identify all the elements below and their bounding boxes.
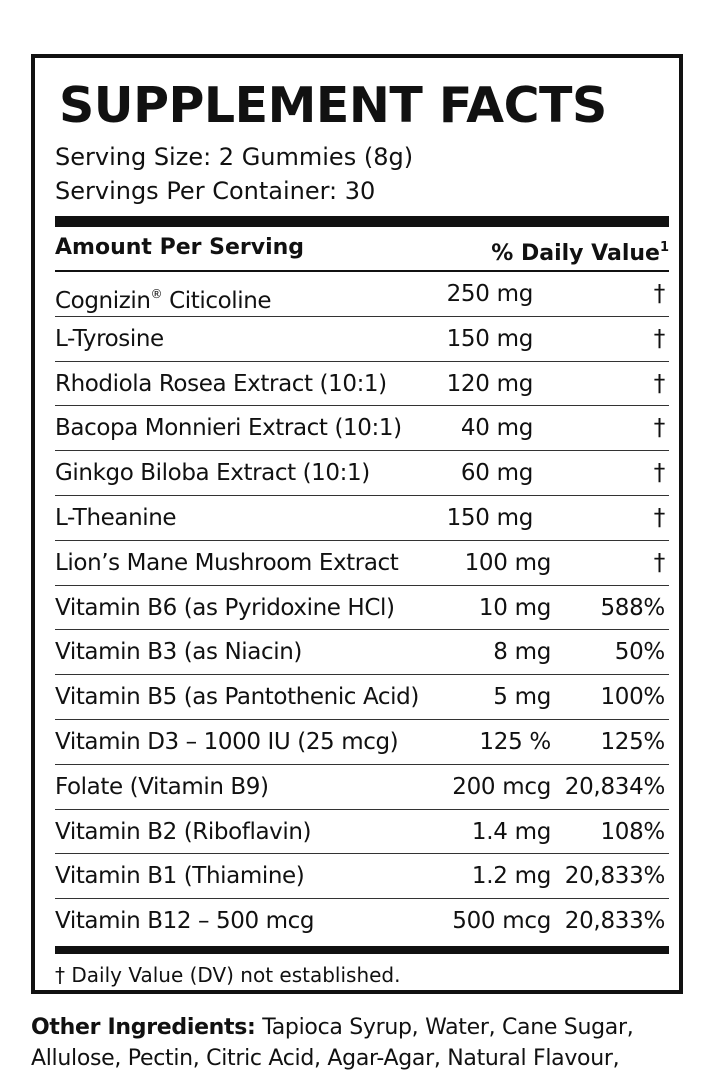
ingredient-amount: 150 mg: [446, 504, 533, 531]
bottom-divider: [55, 946, 669, 954]
ingredient-amount: 40 mg: [460, 415, 533, 442]
serving-size: Serving Size: 2 Gummies (8g): [55, 143, 414, 171]
ingredient-daily-value: †: [653, 460, 665, 487]
ingredient-amount: 200 mcg: [452, 773, 551, 800]
ingredient-daily-value: 100%: [600, 684, 665, 711]
table-row: [55, 630, 669, 675]
ingredient-name: Ginkgo Biloba Extract (10:1): [55, 460, 370, 487]
table-row: [55, 451, 669, 496]
ingredient-amount: 5 mg: [493, 684, 551, 711]
ingredient-daily-value: 20,833%: [564, 863, 665, 890]
ingredient-name: Vitamin B5 (as Pantothenic Acid): [55, 684, 419, 711]
other-ingredients: [31, 1012, 711, 1074]
ingredient-amount: 100 mg: [464, 549, 551, 576]
other-ingredients-text: Tapioca Syrup, Water, Cane Sugar, Allulose, Pectin, Citric Acid, Agar-Agar, Natural Flavour,: [31, 1015, 634, 1071]
registered-mark: ®: [150, 287, 163, 301]
ingredient-name: Vitamin B6 (as Pyridoxine HCl): [55, 594, 395, 621]
table-row: [55, 362, 669, 407]
amount-per-serving-heading: Amount Per Serving: [55, 235, 305, 260]
table-row: [55, 854, 669, 899]
table-header: [55, 232, 669, 264]
table-row: [55, 720, 669, 765]
ingredient-daily-value: †: [653, 370, 665, 397]
ingredient-amount: 500 mcg: [452, 908, 551, 935]
ingredient-name: [55, 272, 271, 323]
ingredient-daily-value: 588%: [600, 594, 665, 621]
footnote: † Daily Value (DV) not established.: [55, 963, 401, 987]
ingredient-amount: 10 mg: [478, 594, 551, 621]
ingredient-daily-value: 50%: [614, 639, 665, 666]
ingredient-daily-value: †: [653, 415, 665, 442]
ingredient-table: [55, 272, 669, 944]
ingredient-daily-value: 20,833%: [564, 908, 665, 935]
ingredient-amount: 250 mg: [446, 281, 533, 307]
table-row: [55, 899, 669, 944]
ingredient-daily-value: †: [653, 325, 665, 352]
ingredient-amount: 125 %: [479, 728, 551, 755]
ingredient-amount: 120 mg: [446, 370, 533, 397]
table-row: [55, 317, 669, 362]
ingredient-name: L-Tyrosine: [55, 325, 164, 352]
daily-value-footnote-mark: 1: [659, 240, 669, 255]
ingredient-name: Vitamin B3 (as Niacin): [55, 639, 302, 666]
ingredient-amount: 60 mg: [460, 460, 533, 487]
table-row: [55, 406, 669, 451]
ingredient-daily-value: 108%: [600, 818, 665, 845]
daily-value-heading: [491, 232, 669, 270]
ingredient-amount: 150 mg: [446, 325, 533, 352]
panel-title: SUPPLEMENT FACTS: [59, 77, 607, 134]
ingredient-name: Folate (Vitamin B9): [55, 773, 269, 800]
ingredient-name-rest: Citicoline: [162, 288, 272, 314]
ingredient-name: Vitamin B1 (Thiamine): [55, 863, 305, 890]
table-row: [55, 810, 669, 855]
ingredient-name: Vitamin B12 – 500 mcg: [55, 908, 315, 935]
top-divider: [55, 216, 669, 227]
table-row: [55, 541, 669, 586]
ingredient-name: Rhodiola Rosea Extract (10:1): [55, 370, 387, 397]
ingredient-amount: 1.4 mg: [471, 818, 551, 845]
ingredient-daily-value: 125%: [600, 728, 665, 755]
ingredient-name: Vitamin D3 – 1000 IU (25 mcg): [55, 728, 399, 755]
ingredient-amount: 8 mg: [493, 639, 551, 666]
daily-value-heading-text: % Daily Value: [491, 241, 660, 266]
table-row: [55, 765, 669, 810]
other-ingredients-label: Other Ingredients:: [31, 1015, 256, 1040]
ingredient-name: Vitamin B2 (Riboflavin): [55, 818, 312, 845]
ingredient-daily-value: 20,834%: [564, 773, 665, 800]
ingredient-name: Lion’s Mane Mushroom Extract: [55, 549, 399, 576]
ingredient-name: L-Theanine: [55, 504, 177, 531]
ingredient-name-text: Cognizin: [55, 288, 151, 314]
table-row: [55, 272, 669, 317]
table-row: [55, 675, 669, 720]
supplement-facts-panel: [31, 54, 683, 994]
ingredient-daily-value: †: [653, 504, 665, 531]
servings-per-container: Servings Per Container: 30: [55, 177, 376, 205]
table-row: [55, 586, 669, 631]
table-row: [55, 496, 669, 541]
ingredient-daily-value: †: [653, 281, 665, 307]
ingredient-name: Bacopa Monnieri Extract (10:1): [55, 415, 402, 442]
ingredient-daily-value: †: [653, 549, 665, 576]
ingredient-amount: 1.2 mg: [471, 863, 551, 890]
